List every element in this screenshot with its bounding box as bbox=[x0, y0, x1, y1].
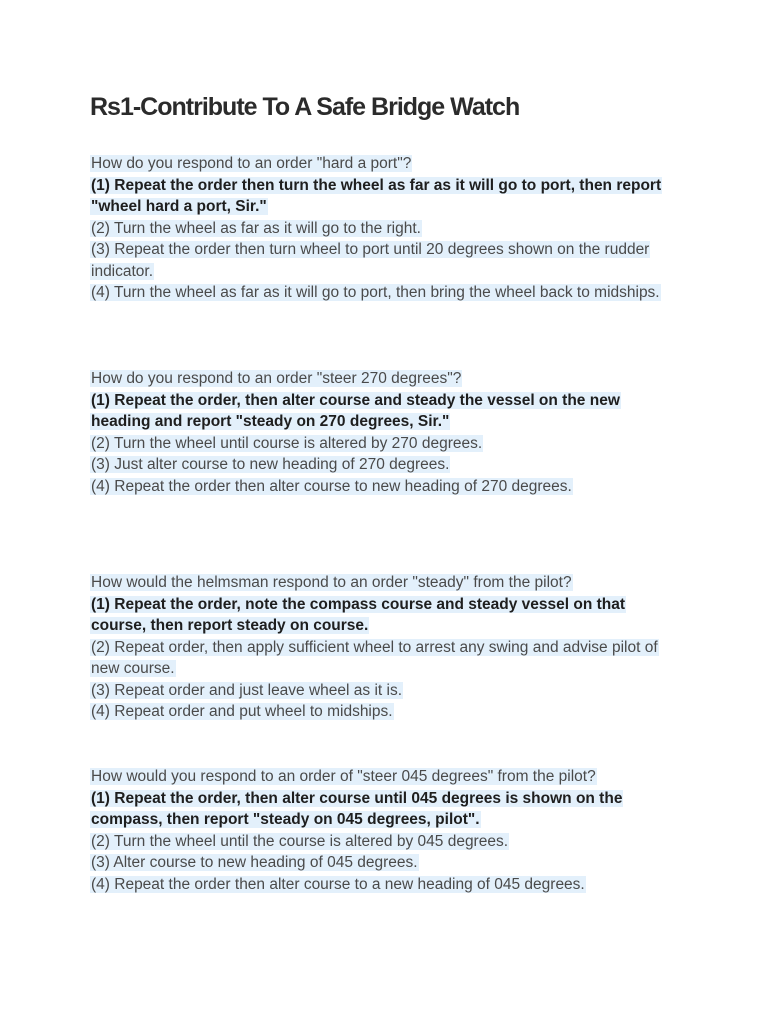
question-text bbox=[90, 766, 670, 788]
answer-option-text: (3) Repeat the order then turn wheel to port until 20 degrees shown on the rudder indicator. bbox=[91, 241, 650, 280]
answer-option bbox=[90, 852, 670, 874]
question-text bbox=[90, 153, 670, 175]
document-title: Rs1-Contribute To A Safe Bridge Watch bbox=[90, 93, 520, 121]
answer-option bbox=[90, 701, 670, 723]
answer-option bbox=[90, 218, 670, 240]
answer-option-text: (2) Turn the wheel until the course is altered by 045 degrees. bbox=[91, 832, 509, 850]
question-text bbox=[90, 572, 670, 594]
question-label: How would the helmsman respond to an order "steady" from the pilot? bbox=[91, 574, 572, 591]
question-label: How do you respond to an order "hard a port"? bbox=[91, 155, 412, 172]
answer-option-text: (4) Repeat order and put wheel to midships. bbox=[91, 703, 393, 720]
answer-option bbox=[90, 454, 670, 476]
correct-answer-text: (1) Repeat the order, then alter course and steady the vessel on the new heading and report "steady on 270 degrees, Sir." bbox=[91, 391, 620, 430]
answer-option bbox=[90, 874, 670, 896]
correct-answer bbox=[90, 390, 670, 433]
answer-option bbox=[90, 680, 670, 702]
question-block-3 bbox=[90, 572, 670, 723]
correct-answer bbox=[90, 788, 670, 831]
answer-option-text: (3) Repeat order and just leave wheel as it is. bbox=[91, 681, 403, 699]
answer-option-text: (4) Repeat the order then alter course to a new heading of 045 degrees. bbox=[91, 875, 585, 893]
question-block-2 bbox=[90, 368, 670, 497]
answer-option-text: (4) Turn the wheel as far as it will go to port, then bring the wheel back to midships. bbox=[91, 284, 660, 301]
answer-option-text: (4) Repeat the order then alter course to new heading of 270 degrees. bbox=[91, 477, 572, 495]
answer-option bbox=[90, 831, 670, 853]
answer-option bbox=[90, 433, 670, 455]
question-text bbox=[90, 368, 670, 390]
correct-answer-text: (1) Repeat the order then turn the wheel as far as it will go to port, then report "wheel hard a port, Sir." bbox=[91, 176, 662, 215]
answer-option-text: (3) Just alter course to new heading of 270 degrees. bbox=[91, 456, 450, 473]
answer-option bbox=[90, 282, 670, 304]
question-label: How do you respond to an order "steer 270 degrees"? bbox=[91, 370, 462, 387]
correct-answer-text: (1) Repeat the order, then alter course until 045 degrees is shown on the compass, then report "steady on 045 degrees, pilot". bbox=[91, 789, 623, 828]
question-label: How would you respond to an order of "steer 045 degrees" from the pilot? bbox=[91, 768, 596, 785]
answer-option-text: (3) Alter course to new heading of 045 degrees. bbox=[91, 854, 418, 871]
answer-option-text: (2) Turn the wheel as far as it will go to the right. bbox=[91, 219, 421, 237]
question-block-4 bbox=[90, 766, 670, 895]
answer-option-text: (2) Turn the wheel until course is altered by 270 degrees. bbox=[91, 434, 483, 452]
answer-option bbox=[90, 637, 670, 680]
answer-option-text: (2) Repeat order, then apply sufficient wheel to arrest any swing and advise pilot of new course. bbox=[91, 638, 658, 677]
correct-answer-text: (1) Repeat the order, note the compass course and steady vessel on that course, then report steady on course. bbox=[91, 595, 626, 634]
answer-option bbox=[90, 476, 670, 498]
correct-answer bbox=[90, 175, 670, 218]
correct-answer bbox=[90, 594, 670, 637]
question-block-1 bbox=[90, 153, 670, 304]
answer-option bbox=[90, 239, 670, 282]
